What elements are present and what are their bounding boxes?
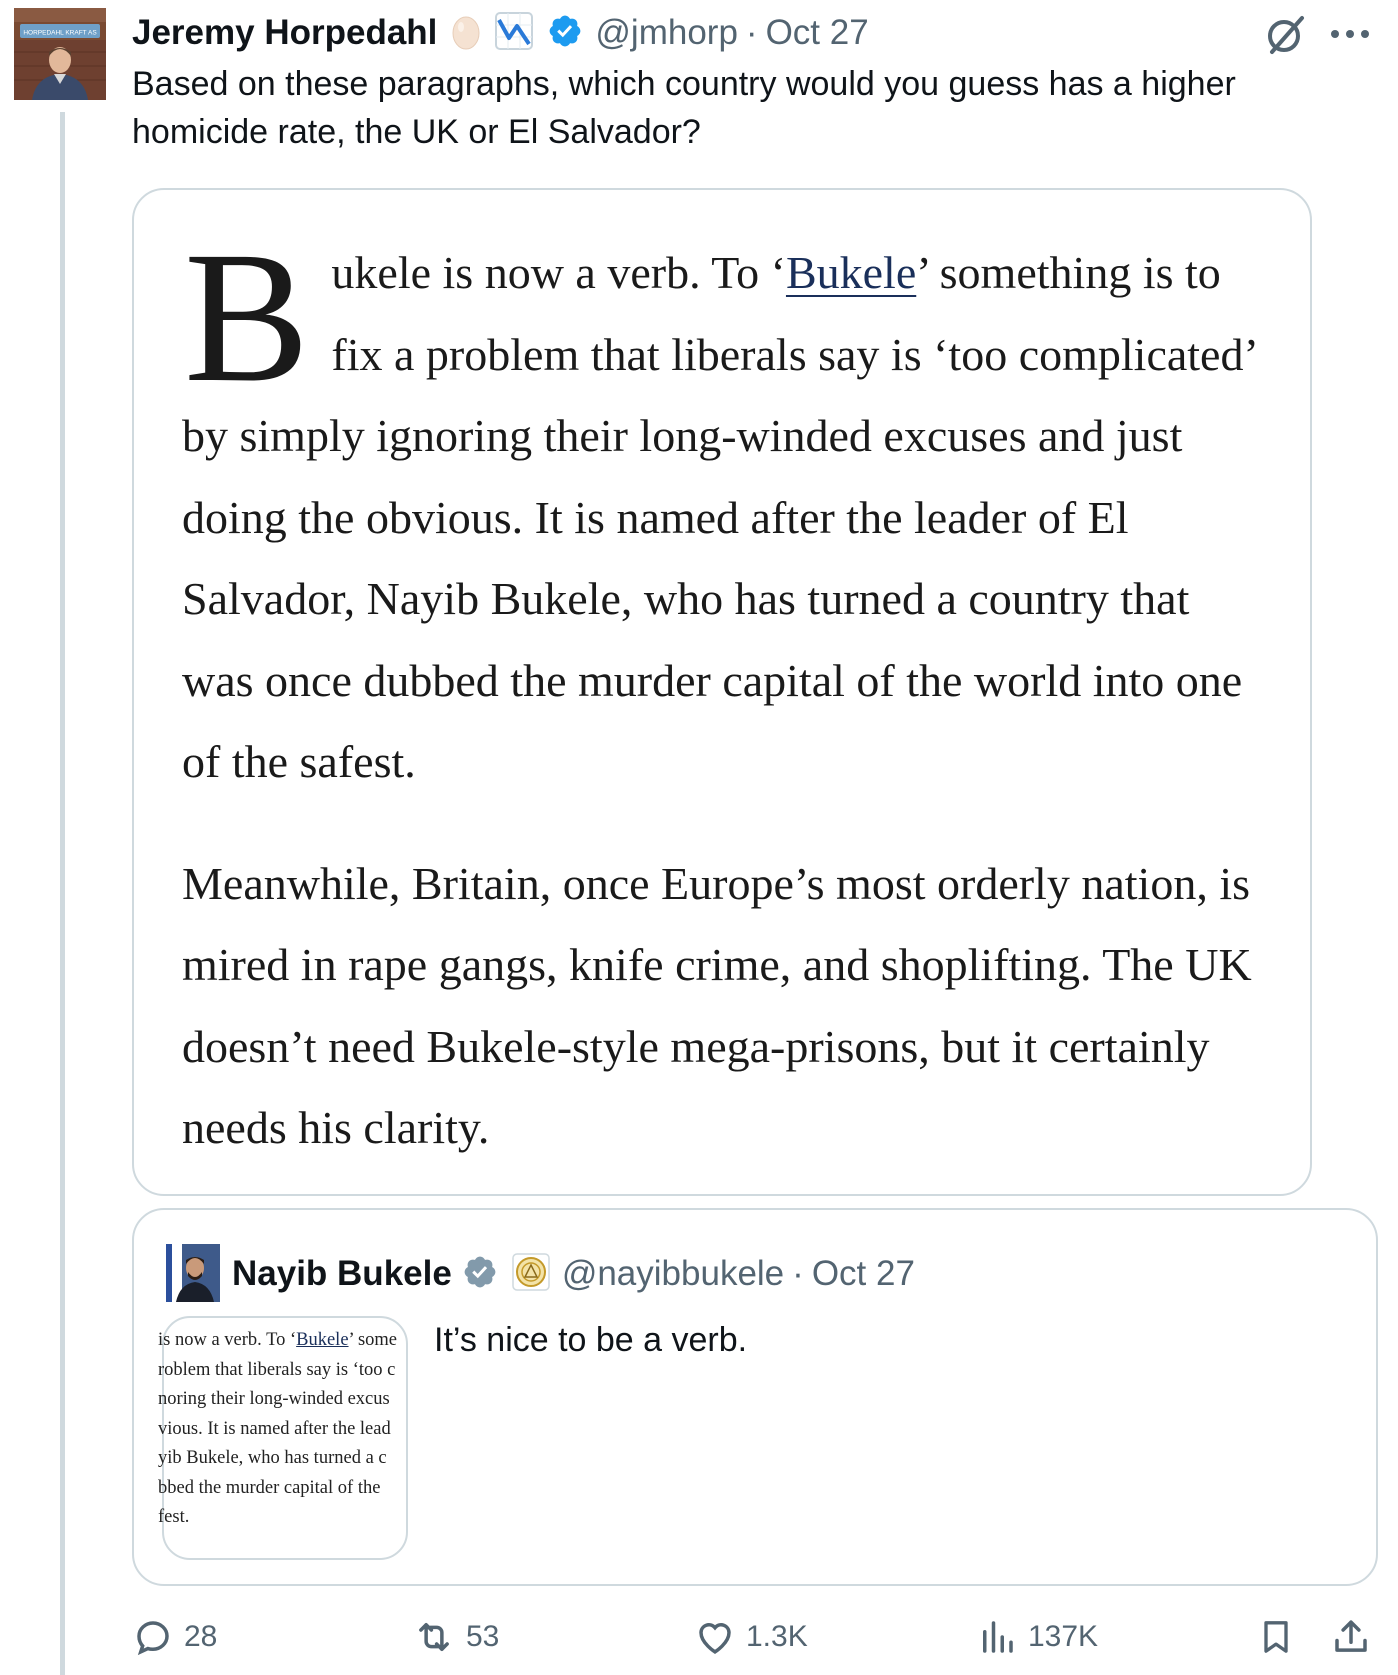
share-icon <box>1330 1615 1372 1659</box>
article-p1-rest: ’ something is to fix a problem that liberals say is ‘too complicated’ by simply ignoring their long-winded excuses and just doing the obvious. It is named after the leader of El Salvador, Nayib Bukele, who has turned a country that was once dubbed the murder capital of the world into one of the safest. <box>182 247 1256 787</box>
bookmark-icon <box>1256 1615 1296 1659</box>
repost-count: 53 <box>466 1620 500 1653</box>
article-link-bukele: Bukele <box>785 247 917 298</box>
egg-emoji-icon <box>451 12 481 55</box>
chart-down-emoji-icon <box>495 12 533 55</box>
views-button[interactable] <box>976 1612 1098 1662</box>
author-handle[interactable]: @jmhorp <box>595 13 738 52</box>
thumb-line-4: vious. It is named after the lead <box>158 1418 391 1439</box>
header-separator: · <box>745 13 758 52</box>
heart-icon <box>694 1616 736 1658</box>
verified-badge-icon[interactable] <box>547 13 583 54</box>
like-button[interactable] <box>694 1612 808 1662</box>
more-icon[interactable] <box>1325 10 1379 58</box>
quote-author-avatar[interactable] <box>162 1244 220 1302</box>
tweet-date[interactable]: Oct 27 <box>765 13 869 52</box>
thread-line <box>60 112 65 1675</box>
thumb-line-7: fest. <box>158 1507 190 1527</box>
thumb-line-5: yib Bukele, who has turned a c <box>158 1448 387 1468</box>
author-avatar[interactable] <box>14 8 106 100</box>
share-button[interactable] <box>1330 1612 1382 1662</box>
article-paragraph-2: Meanwhile, Britain, once Europe’s most orderly nation, is mired in rape gangs, knife crime, and shoplifting. The UK doesn’t need Bukele-style mega-prisons, but it certainly needs his clarity. <box>182 857 1252 1153</box>
article-excerpt <box>182 212 1272 1169</box>
tweet-header <box>132 8 869 58</box>
grok-icon[interactable] <box>1262 10 1310 58</box>
bookmark-button[interactable] <box>1256 1612 1306 1662</box>
repost-icon <box>412 1616 456 1658</box>
article-p1-start: ukele is now a verb. To ‘ <box>331 247 786 298</box>
quote-text: It’s nice to be a verb. <box>434 1321 748 1359</box>
reply-icon <box>132 1616 174 1658</box>
author-name[interactable]: Jeremy Horpedahl <box>132 13 438 52</box>
thumb-line-2: roblem that liberals say is ‘too c <box>158 1359 396 1380</box>
reply-count: 28 <box>184 1620 218 1653</box>
tweet-image[interactable] <box>132 188 1312 1196</box>
government-seal-icon <box>512 1253 550 1296</box>
thumb-line-3: noring their long-winded excus <box>158 1389 390 1409</box>
gray-verified-badge-icon[interactable] <box>462 1254 498 1295</box>
quote-thumbnail[interactable] <box>158 1316 408 1560</box>
quote-date[interactable]: Oct 27 <box>811 1254 915 1293</box>
article-paragraph-1 <box>182 212 1272 803</box>
reply-button[interactable] <box>132 1612 217 1662</box>
thumb-line-6: bbed the murder capital of the <box>158 1477 381 1498</box>
quote-author-name[interactable]: Nayib Bukele <box>232 1254 452 1293</box>
thumb-line-1: is now a verb. To ‘Bukele’ some <box>158 1330 397 1350</box>
like-count: 1.3K <box>746 1620 808 1653</box>
tweet-text: Based on these paragraphs, which country would you guess has a higher homicide rate, the UK or El Salvador? <box>132 65 1236 151</box>
avatar-sign-text: HORPEDAHL KRAFT AS <box>23 29 97 37</box>
quote-header <box>232 1246 915 1302</box>
action-bar <box>0 1612 1398 1662</box>
views-icon <box>976 1616 1018 1658</box>
view-count: 137K <box>1028 1620 1099 1653</box>
quote-author-handle[interactable]: @nayibbukele <box>561 1254 785 1293</box>
quote-separator: · <box>792 1254 804 1293</box>
dropcap: B <box>184 212 310 421</box>
repost-button[interactable] <box>412 1612 499 1662</box>
quoted-tweet[interactable] <box>132 1208 1378 1586</box>
